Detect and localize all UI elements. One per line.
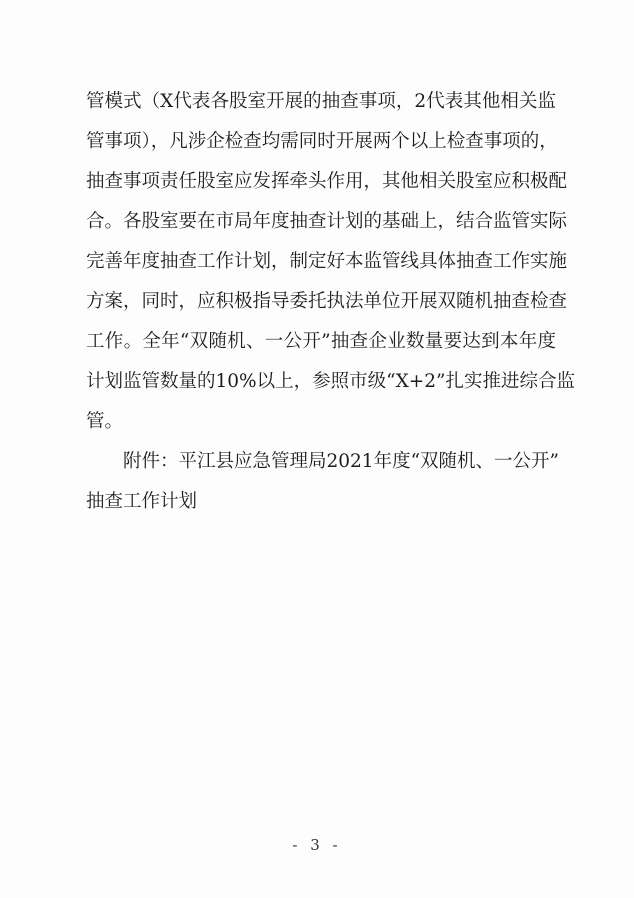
body-text (86, 82, 575, 522)
attachment-line: 抽查工作计划 (86, 491, 198, 512)
attachment-line: 附件：平江县应急管理局2021年度“双随机、一公开” (123, 451, 559, 472)
paragraph-line: 完善年度抽查工作计划，制定好本监管线具体抽查工作实施 (86, 251, 568, 272)
paragraph-line: 管事项），凡涉企检查均需同时开展两个以上检查事项的， (86, 131, 558, 152)
paragraph-line: 工作。全年“双随机、一公开”抽查企业数量要达到本年度 (86, 331, 556, 352)
paragraph-line: 计划监管数量的10%以上，参照市级“X+2”扎实推进综合监 (86, 371, 575, 392)
page-number: - 3 - (292, 836, 342, 854)
paragraph-line: 合。各股室要在市局年度抽查计划的基础上，结合监管实际 (86, 211, 568, 232)
paragraph-line: 管模式（X代表各股室开展的抽查事项，2代表其他相关监 (86, 91, 556, 112)
paragraph-line: 方案，同时，应积极指导委托执法单位开展双随机抽查检查 (86, 291, 568, 312)
paragraph-line: 抽查事项责任股室应发挥牵头作用，其他相关股室应积极配 (86, 171, 568, 192)
paragraph-line: 管。 (86, 411, 124, 432)
